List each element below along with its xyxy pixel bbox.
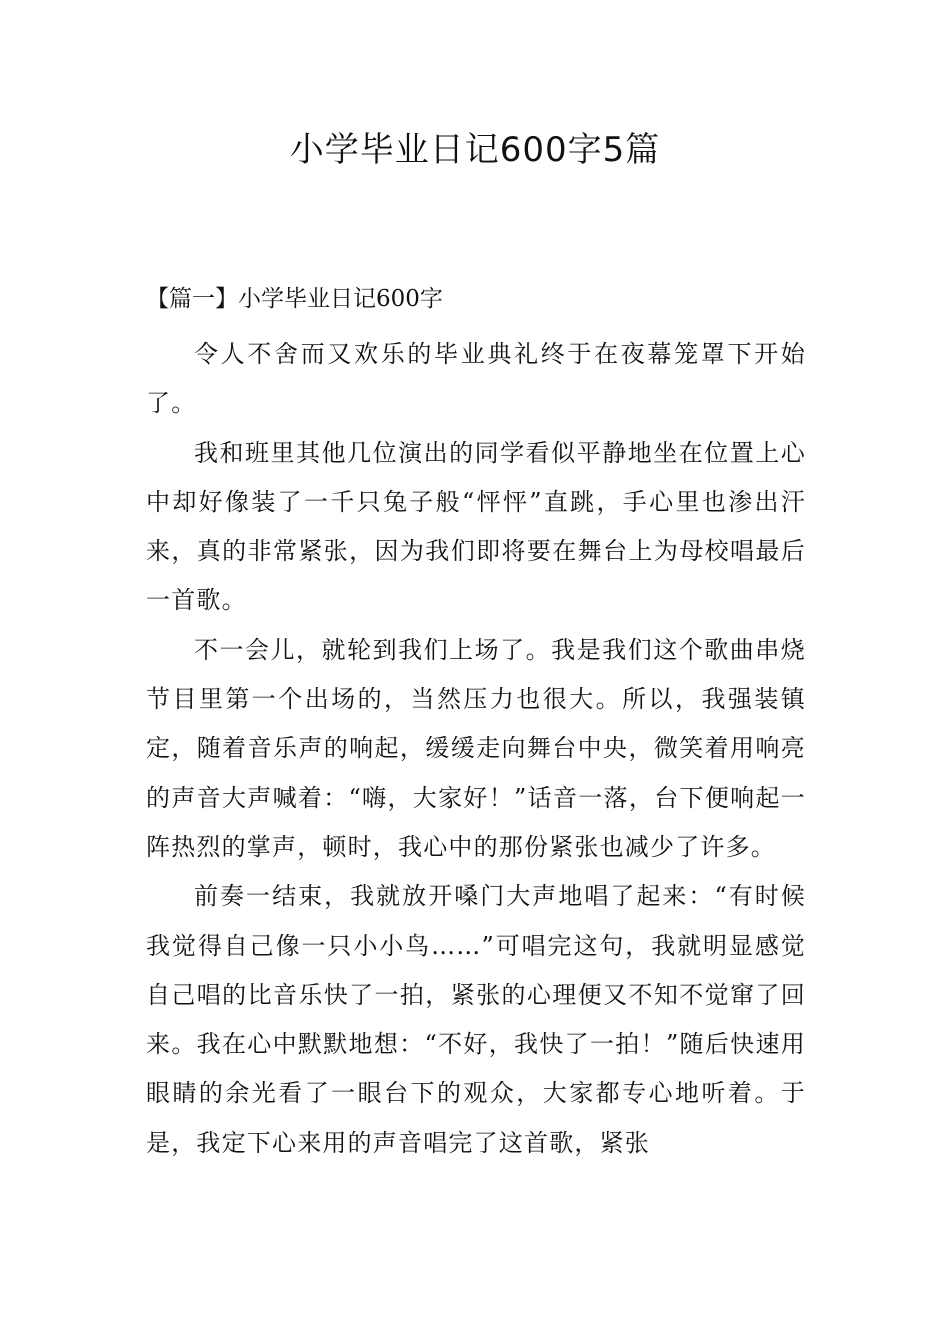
body-text (146, 330, 806, 1168)
document-title: 小学毕业日记600字5篇 (289, 130, 661, 170)
paragraph: 令人不舍而又欢乐的毕业典礼终于在夜幕笼罩下开始了。 (146, 340, 806, 418)
section-heading: 【篇一】小学毕业日记600字 (146, 286, 443, 312)
paragraph: 我和班里其他几位演出的同学看似平静地坐在位置上心中却好像装了一千只兔子般“怦怦”直跳，手心里也渗出汗来，真的非常紧张，因为我们即将要在舞台上为母校唱最后一首歌。 (146, 438, 806, 615)
paragraph: 不一会儿，就轮到我们上场了。我是我们这个歌曲串烧节目里第一个出场的，当然压力也很大。所以，我强装镇定，随着音乐声的响起，缓缓走向舞台中央，微笑着用响亮的声音大声喊着：“嗨，大家好！”话音一落，台下便响起一阵热烈的掌声，顿时，我心中的那份紧张也减少了许多。 (146, 635, 806, 861)
paragraph: 前奏一结束，我就放开嗓门大声地唱了起来：“有时候我觉得自己像一只小小鸟……”可唱完这句，我就明显感觉自己唱的比音乐快了一拍，紧张的心理便又不知不觉窜了回来。我在心中默默地想：“不好，我快了一拍！”随后快速用眼睛的余光看了一眼台下的观众，大家都专心地听着。于是，我定下心来用的声音唱完了这首歌，紧张 (146, 882, 806, 1157)
